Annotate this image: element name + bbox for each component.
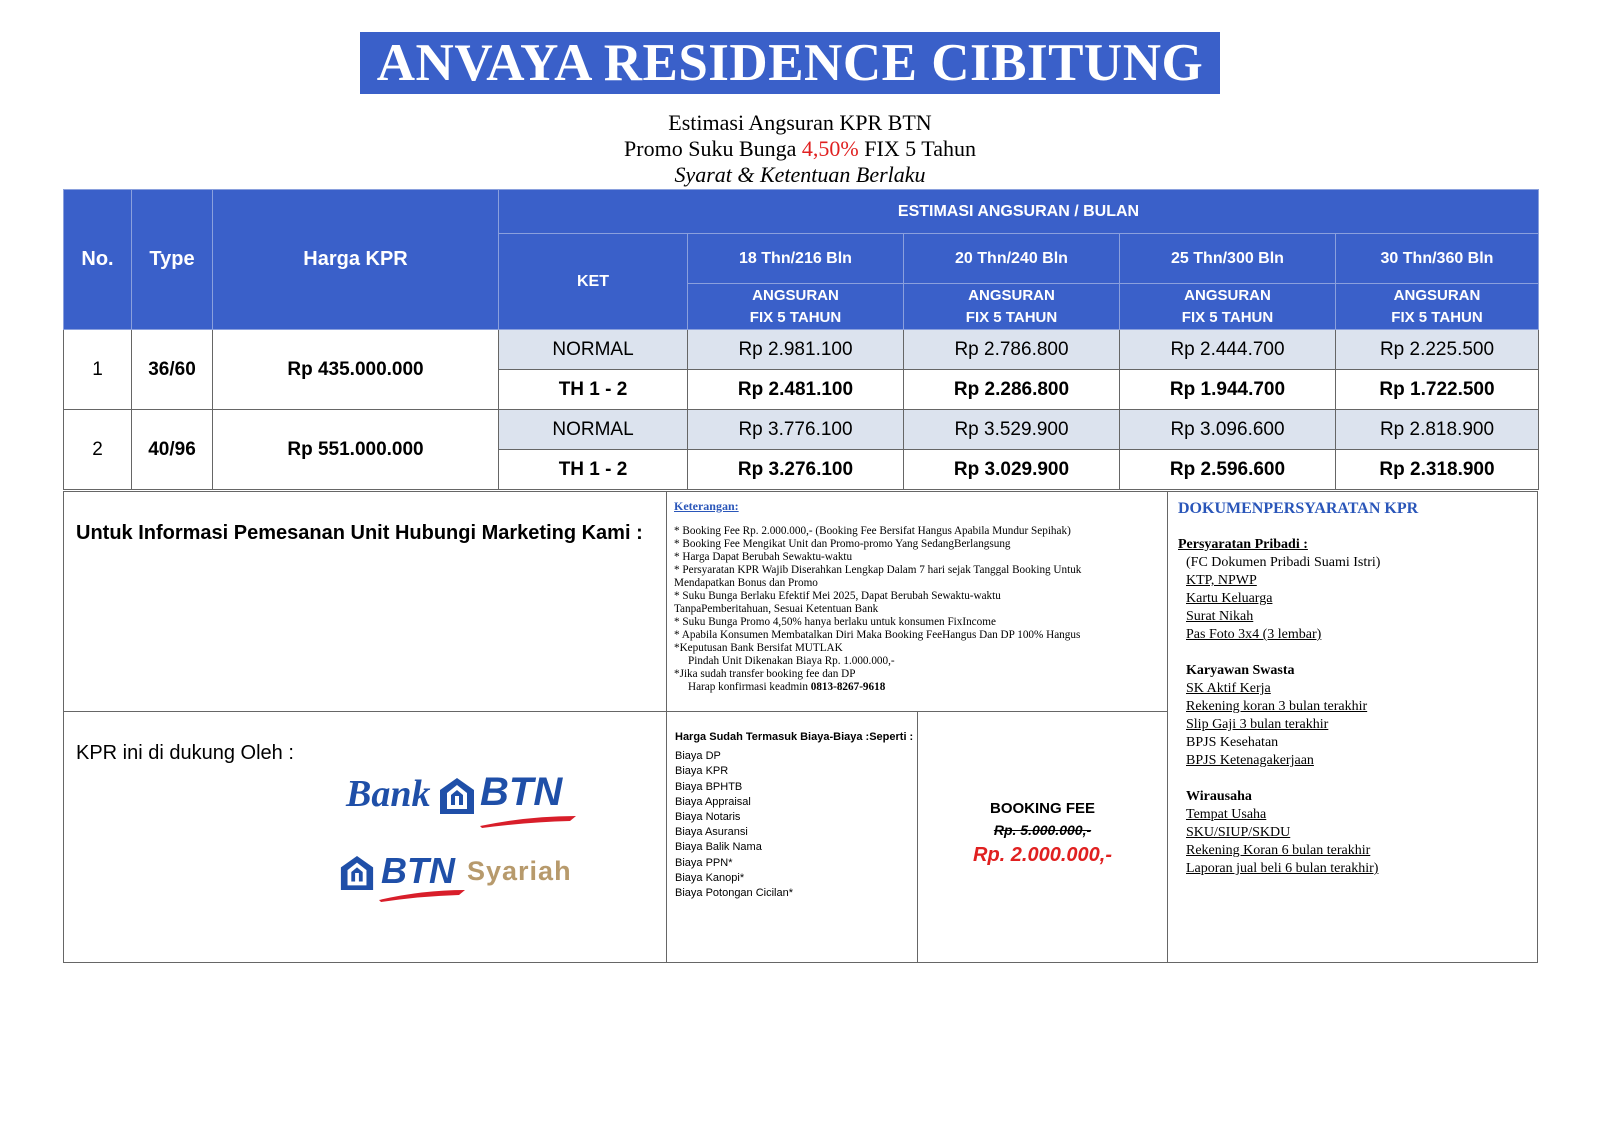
cell-value: Rp 2.981.100: [688, 330, 904, 370]
cell-ket: TH 1 - 2: [499, 450, 688, 490]
booking-old-price: Rp. 5.000.000,-: [993, 822, 1092, 838]
cell-ket: TH 1 - 2: [499, 370, 688, 410]
header-tenor-30: 30 Thn/360 Bln: [1336, 234, 1539, 284]
list-item: Biaya BPHTB: [675, 780, 743, 793]
support-box: [63, 711, 667, 963]
cell-value: Rp 3.096.600: [1120, 410, 1336, 450]
cell-value: Rp 2.481.100: [688, 370, 904, 410]
note-line: * Booking Fee Mengikat Unit dan Promo-promo Yang SedangBerlangsung: [674, 538, 1011, 550]
list-item: Surat Nikah: [1186, 609, 1254, 624]
cell-ket: NORMAL: [499, 330, 688, 370]
note-line: * Apabila Konsumen Membatalkan Diri Maka Booking FeeHangus Dan DP 100% Hangus: [674, 629, 1081, 641]
red-swoosh-icon: [377, 888, 467, 902]
list-item: Biaya PPN*: [675, 856, 733, 869]
cell-ket: NORMAL: [499, 410, 688, 450]
cell-value: Rp 2.818.900: [1336, 410, 1539, 450]
list-item: Biaya Notaris: [675, 811, 741, 824]
list-item: Biaya Kanopi*: [675, 871, 745, 884]
table-row: [64, 330, 1539, 370]
list-item: Biaya Asuransi: [675, 826, 748, 839]
subtitle-promo: [0, 136, 1600, 162]
header-angsuran-18: ANGSURAN FIX 5 TAHUN: [688, 284, 904, 330]
list-item: Kartu Keluarga: [1186, 591, 1273, 606]
cell-value: Rp 2.786.800: [904, 330, 1120, 370]
subtitle-terms: Syarat & Ketentuan Berlaku: [674, 162, 926, 187]
cell-value: Rp 1.944.700: [1120, 370, 1336, 410]
list-item: BPJS Ketenagakerjaan: [1186, 753, 1314, 768]
promo-rate: 4,50%: [801, 136, 859, 161]
list-item: Rekening Koran 6 bulan terakhir: [1186, 843, 1371, 858]
keterangan-head: Keterangan:: [674, 499, 739, 513]
note-line: TanpaPemberitahuan, Sesuai Ketentuan Bank: [674, 603, 879, 615]
cell-no: 1: [64, 330, 132, 410]
btn-syariah-logo: [339, 850, 589, 910]
logo-word-syariah: Syariah: [467, 856, 572, 886]
logo-brand-btn: BTN: [480, 770, 563, 814]
cell-harga: Rp 551.000.000: [213, 410, 499, 490]
booking-label: BOOKING FEE: [989, 800, 1095, 817]
list-item: Tempat Usaha: [1186, 807, 1267, 822]
btn-house-icon: [438, 776, 476, 816]
docs-pribadi-note: (FC Dokumen Pribadi Suami Istri): [1186, 555, 1381, 570]
list-item: BPJS Kesehatan: [1186, 735, 1279, 750]
red-swoosh-icon: [478, 814, 578, 828]
subtitle-estimasi: Estimasi Angsuran KPR BTN: [668, 110, 932, 135]
btn-house-icon: [339, 854, 375, 892]
header-estimasi: ESTIMASI ANGSURAN / BULAN: [499, 190, 1539, 234]
note-line: *Keputusan Bank Bersifat MUTLAK: [674, 642, 843, 654]
note-line: Pindah Unit Dikenakan Biaya Rp. 1.000.000,-: [688, 655, 895, 667]
info-box: [63, 491, 667, 712]
note-line: * Booking Fee Rp. 2.000.000,- (Booking Fee Bersifat Hangus Apabila Mundur Sepihak): [674, 525, 1071, 537]
header-tenor-20: 20 Thn/240 Bln: [904, 234, 1120, 284]
logo-brand-btn-syariah: BTN: [381, 850, 455, 891]
header-no: No.: [64, 190, 132, 330]
docs-list: [1178, 500, 1418, 878]
table-row: [64, 410, 1539, 450]
admin-phone[interactable]: 0813-8267-9618: [810, 681, 886, 693]
bank-btn-logo: [346, 770, 586, 834]
header-tenor-18: 18 Thn/216 Bln: [688, 234, 904, 284]
cell-value: Rp 2.444.700: [1120, 330, 1336, 370]
cell-value: Rp 2.225.500: [1336, 330, 1539, 370]
cell-value: Rp 2.596.600: [1120, 450, 1336, 490]
support-title: KPR ini di dukung Oleh :: [76, 742, 294, 764]
keterangan-box: [666, 491, 1168, 712]
list-item: Biaya Appraisal: [675, 795, 751, 808]
header-harga: Harga KPR: [213, 190, 499, 330]
header-angsuran-30: ANGSURAN FIX 5 TAHUN: [1336, 284, 1539, 330]
header-type: Type: [132, 190, 213, 330]
kpr-table: [63, 189, 1539, 490]
note-line: * Persyaratan KPR Wajib Diserahkan Lengkap Dalam 7 hari sejak Tanggal Booking Untuk: [674, 564, 1082, 576]
note-line: * Suku Bunga Promo 4,50% hanya berlaku untuk konsumen FixIncome: [674, 616, 996, 628]
note-line: Mendapatkan Bonus dan Promo: [674, 577, 818, 589]
list-item: Biaya Potongan Cicilan*: [675, 887, 794, 900]
list-item: SKU/SIUP/SKDU: [1186, 825, 1291, 840]
header-angsuran-20: ANGSURAN FIX 5 TAHUN: [904, 284, 1120, 330]
logo-word-bank: Bank: [346, 773, 431, 815]
docs-box: [1167, 491, 1538, 963]
booking-box: [917, 711, 1168, 963]
costs-list: [675, 730, 913, 901]
cell-value: Rp 3.776.100: [688, 410, 904, 450]
cell-no: 2: [64, 410, 132, 490]
cell-value: Rp 2.318.900: [1336, 450, 1539, 490]
promo-pre: Promo Suku Bunga: [624, 136, 797, 161]
list-item: Laporan jual beli 6 bulan terakhir): [1186, 861, 1379, 876]
cell-value: Rp 3.029.900: [904, 450, 1120, 490]
booking-new-price: Rp. 2.000.000,-: [973, 844, 1112, 866]
cell-harga: Rp 435.000.000: [213, 330, 499, 410]
info-title: Untuk Informasi Pemesanan Unit Hubungi Marketing Kami :: [76, 522, 643, 544]
note-line: *Jika sudah transfer booking fee dan DP: [674, 668, 856, 680]
list-item: Biaya KPR: [675, 765, 729, 778]
cell-value: Rp 3.276.100: [688, 450, 904, 490]
note-line: * Harga Dapat Berubah Sewaktu-waktu: [674, 551, 853, 563]
keterangan-notes: [674, 500, 1144, 694]
costs-box: [666, 711, 918, 963]
promo-post: FIX 5 Tahun: [864, 136, 976, 161]
list-item: KTP, NPWP: [1186, 573, 1257, 588]
list-item: Rekening koran 3 bulan terakhir: [1186, 699, 1368, 714]
cell-value: Rp 3.529.900: [904, 410, 1120, 450]
header-angsuran-25: ANGSURAN FIX 5 TAHUN: [1120, 284, 1336, 330]
cell-type: 36/60: [132, 330, 213, 410]
note-line: Harap konfirmasi keadmin 0813-8267-9618: [688, 681, 886, 693]
docs-wirausaha-head: Wirausaha: [1186, 789, 1252, 804]
list-item: Biaya Balik Nama: [675, 841, 762, 854]
header-ket: KET: [499, 234, 688, 330]
header-tenor-25: 25 Thn/300 Bln: [1120, 234, 1336, 284]
list-item: Pas Foto 3x4 (3 lembar): [1186, 627, 1322, 642]
page-title: ANVAYA RESIDENCE CIBITUNG: [360, 32, 1220, 94]
list-item: SK Aktif Kerja: [1186, 681, 1271, 696]
note-line: * Suku Bunga Berlaku Efektif Mei 2025, Dapat Berubah Sewaktu-waktu: [674, 590, 1001, 602]
docs-head: DOKUMENPERSYARATAN KPR: [1178, 500, 1419, 517]
list-item: Slip Gaji 3 bulan terakhir: [1186, 717, 1329, 732]
docs-pribadi-head: Persyaratan Pribadi :: [1178, 537, 1308, 552]
docs-karyawan-head: Karyawan Swasta: [1186, 663, 1295, 678]
cell-value: Rp 2.286.800: [904, 370, 1120, 410]
cell-type: 40/96: [132, 410, 213, 490]
costs-head: Harga Sudah Termasuk Biaya-Biaya :Seperti :: [675, 731, 914, 743]
cell-value: Rp 1.722.500: [1336, 370, 1539, 410]
list-item: Biaya DP: [675, 750, 721, 763]
